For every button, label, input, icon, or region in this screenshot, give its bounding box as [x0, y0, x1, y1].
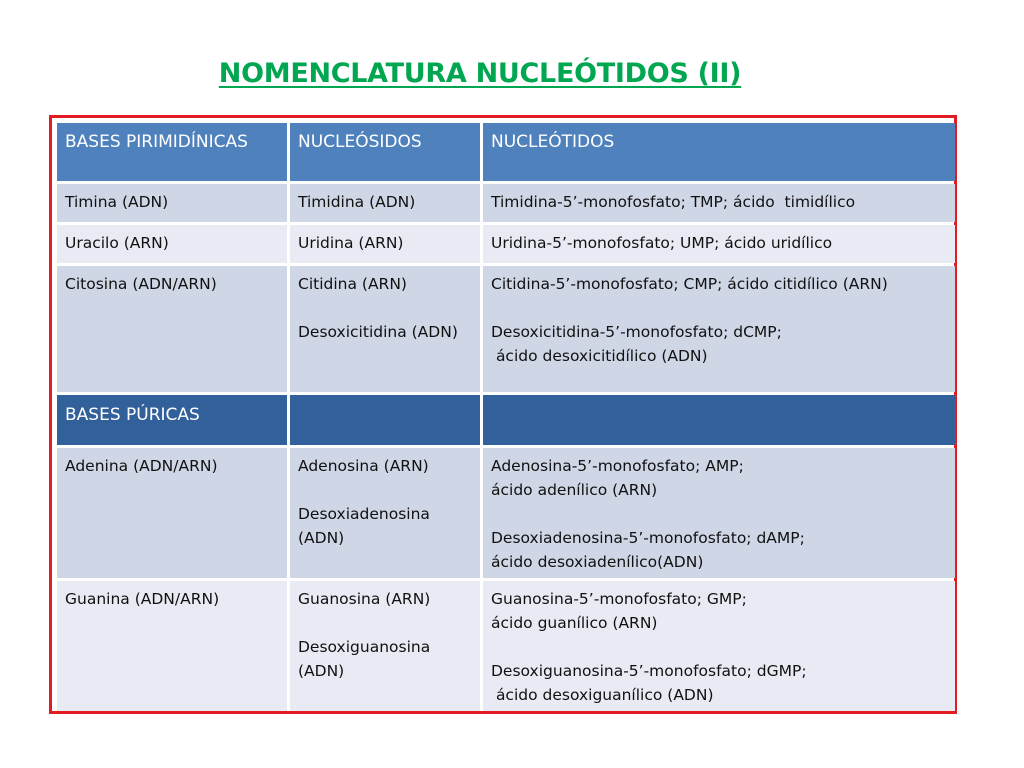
header-cell-nucleosidos: NUCLEÓSIDOS: [290, 123, 480, 181]
nucleoside-cell: Uridina (ARN): [290, 225, 480, 263]
nomenclature-table: [54, 120, 958, 714]
base-cell: Uracilo (ARN): [57, 225, 287, 263]
table-row: [57, 225, 955, 263]
nucleoside-cell: Timidina (ADN): [290, 184, 480, 222]
header-cell-nucleotidos: NUCLEÓTIDOS: [483, 123, 955, 181]
table-row: [57, 581, 955, 711]
subheader-cell-nucleosidos: [290, 395, 480, 445]
base-cell: Citosina (ADN/ARN): [57, 266, 287, 392]
table-frame: [49, 115, 957, 714]
purine-header-row: [57, 395, 955, 445]
subheader-cell-nucleotidos: [483, 395, 955, 445]
nucleoside-cell: Adenosina (ARN) Desoxiadenosina (ADN): [290, 448, 480, 578]
base-cell: Timina (ADN): [57, 184, 287, 222]
table-header-row: [57, 123, 955, 181]
nucleotide-cell: Uridina-5’-monofosfato; UMP; ácido uridílico: [483, 225, 955, 263]
subheader-cell-bases: BASES PÚRICAS: [57, 395, 287, 445]
nucleotide-cell: Citidina-5’-monofosfato; CMP; ácido citidílico (ARN) Desoxicitidina-5’-monofosfato; dCMP; ácido desoxicitidílico (ADN): [483, 266, 955, 392]
header-cell-bases: BASES PIRIMIDÍNICAS: [57, 123, 287, 181]
nucleotide-cell: Guanosina-5’-monofosfato; GMP; ácido guanílico (ARN) Desoxiguanosina-5’-monofosfato; dGMP; ácido desoxiguanílico (ADN): [483, 581, 955, 711]
table-row: [57, 266, 955, 392]
table-row: [57, 448, 955, 578]
base-cell: Guanina (ADN/ARN): [57, 581, 287, 711]
base-cell: Adenina (ADN/ARN): [57, 448, 287, 578]
nucleoside-cell: Citidina (ARN) Desoxicitidina (ADN): [290, 266, 480, 392]
slide-title: NOMENCLATURA NUCLEÓTIDOS (II): [218, 58, 742, 89]
nucleotide-cell: Adenosina-5’-monofosfato; AMP; ácido adenílico (ARN) Desoxiadenosina-5’-monofosfato; dAMP; ácido desoxiadenílico(ADN): [483, 448, 955, 578]
table-row: [57, 184, 955, 222]
nucleotide-cell: Timidina-5’-monofosfato; TMP; ácido timidílico: [483, 184, 955, 222]
nucleoside-cell: Guanosina (ARN) Desoxiguanosina (ADN): [290, 581, 480, 711]
